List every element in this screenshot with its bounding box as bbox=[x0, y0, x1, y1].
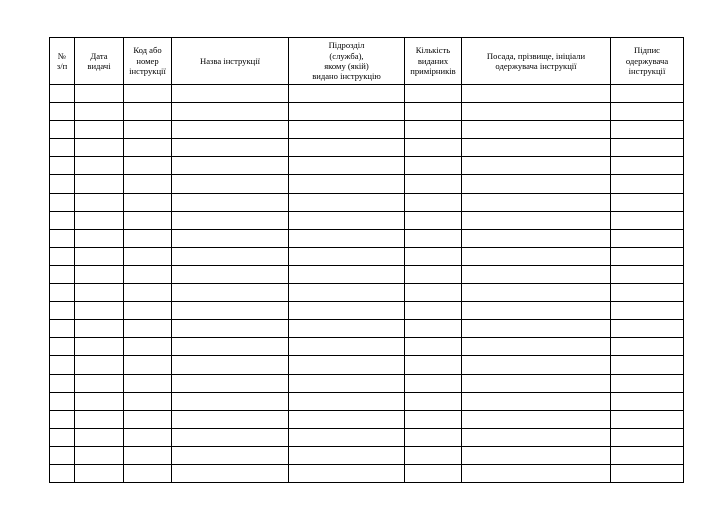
table-cell-title bbox=[172, 229, 289, 247]
register-table bbox=[49, 37, 684, 483]
table-cell-title bbox=[172, 121, 289, 139]
table-cell-title bbox=[172, 302, 289, 320]
table-cell-issue_date bbox=[75, 410, 124, 428]
table-cell-code bbox=[124, 175, 172, 193]
table-cell-code bbox=[124, 374, 172, 392]
table-cell-code bbox=[124, 265, 172, 283]
table-row bbox=[50, 374, 684, 392]
table-cell-code bbox=[124, 157, 172, 175]
table-cell-number bbox=[50, 265, 75, 283]
table-cell-title bbox=[172, 157, 289, 175]
table-cell-department bbox=[289, 103, 405, 121]
table-cell-recipient bbox=[462, 284, 611, 302]
table-cell-code bbox=[124, 410, 172, 428]
table-cell-code bbox=[124, 356, 172, 374]
table-cell-issue_date bbox=[75, 85, 124, 103]
table-cell-title bbox=[172, 265, 289, 283]
table-cell-copies bbox=[405, 175, 462, 193]
table-row bbox=[50, 139, 684, 157]
table-row bbox=[50, 211, 684, 229]
table-cell-copies bbox=[405, 229, 462, 247]
table-cell-number bbox=[50, 211, 75, 229]
table-cell-department bbox=[289, 265, 405, 283]
table-cell-recipient bbox=[462, 392, 611, 410]
table-cell-copies bbox=[405, 103, 462, 121]
table-cell-copies bbox=[405, 410, 462, 428]
table-cell-number bbox=[50, 193, 75, 211]
table-cell-copies bbox=[405, 211, 462, 229]
table-cell-issue_date bbox=[75, 428, 124, 446]
table-cell-number bbox=[50, 85, 75, 103]
table-cell-title bbox=[172, 428, 289, 446]
table-cell-title bbox=[172, 392, 289, 410]
table-cell-signature bbox=[611, 410, 684, 428]
table-cell-code bbox=[124, 464, 172, 482]
table-cell-number bbox=[50, 356, 75, 374]
table-cell-title bbox=[172, 464, 289, 482]
table-cell-copies bbox=[405, 284, 462, 302]
table-cell-number bbox=[50, 103, 75, 121]
table-cell-number bbox=[50, 374, 75, 392]
table-cell-number bbox=[50, 121, 75, 139]
table-cell-department bbox=[289, 139, 405, 157]
table-cell-number bbox=[50, 410, 75, 428]
table-cell-number bbox=[50, 139, 75, 157]
table-cell-department bbox=[289, 121, 405, 139]
table-cell-copies bbox=[405, 428, 462, 446]
table-cell-department bbox=[289, 175, 405, 193]
table-cell-copies bbox=[405, 139, 462, 157]
table-cell-issue_date bbox=[75, 464, 124, 482]
table-cell-issue_date bbox=[75, 265, 124, 283]
table-row bbox=[50, 356, 684, 374]
table-cell-signature bbox=[611, 428, 684, 446]
table-cell-code bbox=[124, 302, 172, 320]
table-cell-recipient bbox=[462, 265, 611, 283]
table-cell-recipient bbox=[462, 193, 611, 211]
column-header-copies: Кількість виданих примірників bbox=[405, 38, 462, 85]
table-row bbox=[50, 229, 684, 247]
table-cell-issue_date bbox=[75, 320, 124, 338]
table-cell-issue_date bbox=[75, 446, 124, 464]
table-cell-recipient bbox=[462, 464, 611, 482]
table-cell-department bbox=[289, 338, 405, 356]
table-cell-code bbox=[124, 247, 172, 265]
table-cell-code bbox=[124, 193, 172, 211]
table-cell-recipient bbox=[462, 229, 611, 247]
table-cell-recipient bbox=[462, 121, 611, 139]
table-cell-copies bbox=[405, 356, 462, 374]
table-row bbox=[50, 103, 684, 121]
table-cell-code bbox=[124, 428, 172, 446]
table-cell-issue_date bbox=[75, 338, 124, 356]
table-cell-signature bbox=[611, 175, 684, 193]
column-header-department: Підрозділ (служба), якому (якій) видано інструкцію bbox=[289, 38, 405, 85]
column-header-issue-date: Дата видачі bbox=[75, 38, 124, 85]
table-cell-issue_date bbox=[75, 392, 124, 410]
table-cell-department bbox=[289, 193, 405, 211]
table-cell-code bbox=[124, 229, 172, 247]
table-row bbox=[50, 428, 684, 446]
table-cell-code bbox=[124, 338, 172, 356]
table-cell-signature bbox=[611, 392, 684, 410]
table-row bbox=[50, 410, 684, 428]
table-cell-signature bbox=[611, 247, 684, 265]
table-cell-recipient bbox=[462, 410, 611, 428]
table-cell-department bbox=[289, 446, 405, 464]
table-cell-recipient bbox=[462, 103, 611, 121]
table-row bbox=[50, 193, 684, 211]
table-cell-number bbox=[50, 247, 75, 265]
table-cell-copies bbox=[405, 193, 462, 211]
table-cell-issue_date bbox=[75, 284, 124, 302]
table-cell-code bbox=[124, 139, 172, 157]
table-cell-number bbox=[50, 446, 75, 464]
table-cell-signature bbox=[611, 193, 684, 211]
table-cell-department bbox=[289, 157, 405, 175]
table-cell-issue_date bbox=[75, 211, 124, 229]
table-cell-number bbox=[50, 464, 75, 482]
table-row bbox=[50, 121, 684, 139]
table-cell-recipient bbox=[462, 338, 611, 356]
table-cell-recipient bbox=[462, 139, 611, 157]
table-cell-signature bbox=[611, 265, 684, 283]
table-cell-copies bbox=[405, 302, 462, 320]
table-cell-recipient bbox=[462, 446, 611, 464]
table-cell-number bbox=[50, 320, 75, 338]
table-cell-recipient bbox=[462, 320, 611, 338]
table-row bbox=[50, 175, 684, 193]
table-cell-signature bbox=[611, 103, 684, 121]
table-cell-copies bbox=[405, 320, 462, 338]
table-cell-signature bbox=[611, 284, 684, 302]
table-cell-issue_date bbox=[75, 175, 124, 193]
table-cell-issue_date bbox=[75, 121, 124, 139]
table-cell-issue_date bbox=[75, 157, 124, 175]
table-cell-number bbox=[50, 302, 75, 320]
table-cell-issue_date bbox=[75, 193, 124, 211]
table-cell-code bbox=[124, 284, 172, 302]
table-cell-copies bbox=[405, 464, 462, 482]
table-row bbox=[50, 157, 684, 175]
table-cell-code bbox=[124, 320, 172, 338]
table-cell-code bbox=[124, 121, 172, 139]
table-cell-signature bbox=[611, 302, 684, 320]
table-cell-recipient bbox=[462, 157, 611, 175]
table-cell-title bbox=[172, 247, 289, 265]
table-cell-signature bbox=[611, 229, 684, 247]
table-cell-title bbox=[172, 356, 289, 374]
table-row bbox=[50, 302, 684, 320]
table-cell-department bbox=[289, 85, 405, 103]
table-cell-copies bbox=[405, 338, 462, 356]
table-cell-copies bbox=[405, 265, 462, 283]
table-row bbox=[50, 338, 684, 356]
table-cell-issue_date bbox=[75, 374, 124, 392]
table-cell-recipient bbox=[462, 175, 611, 193]
table-cell-title bbox=[172, 139, 289, 157]
table-cell-title bbox=[172, 338, 289, 356]
table-cell-issue_date bbox=[75, 247, 124, 265]
table-cell-signature bbox=[611, 121, 684, 139]
table-cell-number bbox=[50, 392, 75, 410]
table-cell-title bbox=[172, 410, 289, 428]
table-cell-signature bbox=[611, 374, 684, 392]
table-cell-copies bbox=[405, 157, 462, 175]
table-cell-recipient bbox=[462, 247, 611, 265]
table-cell-department bbox=[289, 211, 405, 229]
table-cell-recipient bbox=[462, 374, 611, 392]
table-cell-title bbox=[172, 446, 289, 464]
table-cell-department bbox=[289, 229, 405, 247]
table-cell-recipient bbox=[462, 356, 611, 374]
table-cell-number bbox=[50, 428, 75, 446]
table-cell-number bbox=[50, 338, 75, 356]
table-cell-signature bbox=[611, 157, 684, 175]
table-cell-recipient bbox=[462, 302, 611, 320]
table-cell-issue_date bbox=[75, 229, 124, 247]
table-cell-copies bbox=[405, 392, 462, 410]
table-cell-issue_date bbox=[75, 302, 124, 320]
table-cell-copies bbox=[405, 121, 462, 139]
register-body bbox=[50, 85, 684, 483]
table-cell-department bbox=[289, 464, 405, 482]
column-header-title: Назва інструкції bbox=[172, 38, 289, 85]
table-row bbox=[50, 446, 684, 464]
table-cell-signature bbox=[611, 211, 684, 229]
table-cell-code bbox=[124, 103, 172, 121]
instruction-issue-register bbox=[49, 37, 683, 483]
table-cell-number bbox=[50, 284, 75, 302]
table-cell-code bbox=[124, 392, 172, 410]
table-row bbox=[50, 85, 684, 103]
table-cell-department bbox=[289, 428, 405, 446]
table-cell-copies bbox=[405, 446, 462, 464]
column-header-signature: Підпис одержувача інструкції bbox=[611, 38, 684, 85]
table-cell-title bbox=[172, 193, 289, 211]
table-cell-code bbox=[124, 85, 172, 103]
table-cell-title bbox=[172, 284, 289, 302]
column-header-recipient: Посада, прізвище, ініціали одержувача інструкції bbox=[462, 38, 611, 85]
table-cell-recipient bbox=[462, 428, 611, 446]
table-row bbox=[50, 464, 684, 482]
table-cell-signature bbox=[611, 85, 684, 103]
table-cell-issue_date bbox=[75, 103, 124, 121]
table-cell-title bbox=[172, 103, 289, 121]
header-row bbox=[50, 38, 684, 85]
table-cell-signature bbox=[611, 338, 684, 356]
table-cell-title bbox=[172, 320, 289, 338]
table-cell-department bbox=[289, 302, 405, 320]
table-cell-code bbox=[124, 211, 172, 229]
table-cell-signature bbox=[611, 446, 684, 464]
table-cell-copies bbox=[405, 374, 462, 392]
table-cell-signature bbox=[611, 139, 684, 157]
table-cell-title bbox=[172, 175, 289, 193]
table-cell-copies bbox=[405, 85, 462, 103]
table-row bbox=[50, 392, 684, 410]
table-cell-number bbox=[50, 157, 75, 175]
table-row bbox=[50, 284, 684, 302]
table-cell-department bbox=[289, 320, 405, 338]
table-cell-title bbox=[172, 211, 289, 229]
table-cell-issue_date bbox=[75, 139, 124, 157]
table-cell-signature bbox=[611, 464, 684, 482]
table-cell-title bbox=[172, 374, 289, 392]
table-cell-number bbox=[50, 229, 75, 247]
table-cell-recipient bbox=[462, 85, 611, 103]
table-cell-recipient bbox=[462, 211, 611, 229]
table-cell-signature bbox=[611, 356, 684, 374]
table-cell-department bbox=[289, 410, 405, 428]
table-row bbox=[50, 320, 684, 338]
table-row bbox=[50, 265, 684, 283]
table-cell-code bbox=[124, 446, 172, 464]
table-cell-issue_date bbox=[75, 356, 124, 374]
table-cell-department bbox=[289, 356, 405, 374]
table-row bbox=[50, 247, 684, 265]
table-cell-signature bbox=[611, 320, 684, 338]
table-cell-department bbox=[289, 284, 405, 302]
column-header-code: Код або номер інструкції bbox=[124, 38, 172, 85]
column-header-number: № з/п bbox=[50, 38, 75, 85]
table-cell-department bbox=[289, 247, 405, 265]
table-cell-title bbox=[172, 85, 289, 103]
table-cell-copies bbox=[405, 247, 462, 265]
table-cell-department bbox=[289, 374, 405, 392]
table-cell-department bbox=[289, 392, 405, 410]
table-cell-number bbox=[50, 175, 75, 193]
